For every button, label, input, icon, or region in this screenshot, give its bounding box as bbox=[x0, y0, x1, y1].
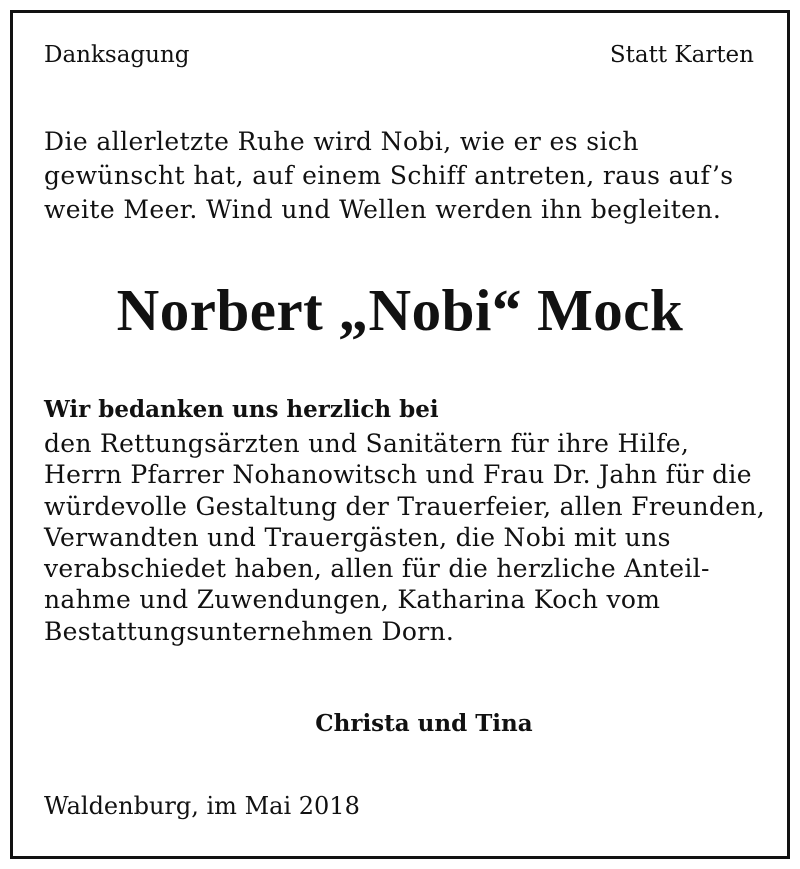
intro-paragraph bbox=[44, 125, 734, 227]
thanks-line: Bestattungsunternehmen Dorn. bbox=[44, 616, 455, 646]
statt-karten-label: Statt Karten bbox=[609, 42, 754, 68]
deceased-name: Norbert „Nobi“ Mock bbox=[116, 277, 684, 343]
notice-type-label: Danksagung bbox=[44, 42, 190, 68]
thanks-paragraph bbox=[44, 428, 765, 647]
thanks-line: verabschiedet haben, allen für die herzliche Anteil- bbox=[44, 554, 710, 584]
thanks-line: nahme und Zuwendungen, Katharina Koch vom bbox=[44, 585, 661, 615]
signature: Christa und Tina bbox=[315, 710, 533, 737]
thanks-line: würdevolle Gestaltung der Trauerfeier, allen Freunden, bbox=[44, 491, 765, 521]
thanks-line: Herrn Pfarrer Nohanowitsch und Frau Dr. Jahn für die bbox=[44, 460, 752, 490]
thanks-heading: Wir bedanken uns herzlich bei bbox=[44, 396, 439, 423]
intro-line: Die allerletzte Ruhe wird Nobi, wie er es sich bbox=[44, 127, 639, 156]
place-and-date: Waldenburg, im Mai 2018 bbox=[44, 792, 360, 820]
intro-line: weite Meer. Wind und Wellen werden ihn begleiten. bbox=[44, 195, 722, 224]
thanks-line: den Rettungsärzten und Sanitätern für ihre Hilfe, bbox=[44, 429, 690, 458]
thanks-line: Verwandten und Trauergästen, die Nobi mit uns bbox=[44, 522, 671, 552]
intro-line: gewünscht hat, auf einem Schiff antreten, raus auf’s bbox=[44, 161, 734, 190]
